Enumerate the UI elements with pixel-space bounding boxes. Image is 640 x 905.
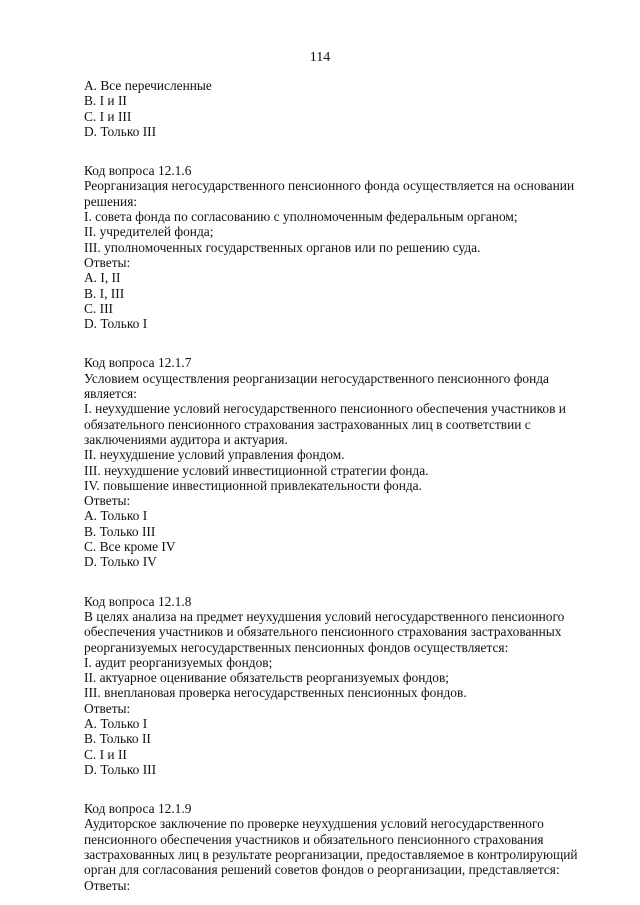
answer-option-c: C. I и III [84,108,132,124]
question-text-line: Условием осуществления реорганизации негосударственного пенсионного фонда [84,370,549,386]
statement-iii: III. уполномоченных государственных органов или по решению суда. [84,239,481,255]
question-text-line: пенсионного обеспечения участников и обязательного пенсионного страхования [84,831,544,847]
statement-iv: IV. повышение инвестиционной привлекательности фонда. [84,477,422,493]
statement-i-continued: обязательного пенсионного страхования застрахованных лиц в соответствии с [84,416,531,432]
statement-i: I. аудит реорганизуемых фондов; [84,654,273,670]
answer-option-b: B. I и II [84,93,127,109]
question-12-1-9 [84,801,584,893]
question-text-line: Реорганизация негосударственного пенсионного фонда осуществляется на основании [84,178,575,194]
page-number: 114 [309,50,331,65]
question-text-line: В целях анализа на предмет неухудшения условий негосударственного пенсионного [84,608,565,624]
block-spacer [84,570,584,594]
answer-option-c: C. III [84,300,114,316]
answer-option-d: D. Только III [84,761,157,777]
answers-label: Ответы: [84,700,131,716]
answer-option-d: D. Только III [84,123,157,139]
question-text-line: Аудиторское заключение по проверке неухудшения условий негосударственного [84,816,544,832]
block-spacer [84,331,584,355]
question-text-line: решения: [84,193,138,209]
answer-option-a: A. Только I [84,508,148,524]
question-text-line: обеспечения участников и обязательного пенсионного страхования застрахованных [84,624,562,640]
statement-i-continued: заключениями аудитора и актуария. [84,431,288,447]
answer-option-d: D. Только IV [84,554,157,570]
document-body [84,78,584,893]
answer-option-b: B. Только III [84,523,156,539]
statement-i: I. неухудшение условий негосударственного пенсионного обеспечения участников и [84,401,566,417]
question-text-line: застрахованных лиц в результате реорганизации, предоставляемое в контролирующий [84,847,578,863]
question-12-1-6 [84,163,584,331]
answer-option-a: A. I, II [84,270,121,286]
answer-option-a: A. Только I [84,715,148,731]
answer-option-b: B. Только II [84,731,151,747]
question-code: Код вопроса 12.1.6 [84,163,192,179]
statement-ii: II. актуарное оценивание обязательств реорганизуемых фондов; [84,670,450,686]
question-12-1-7 [84,355,584,569]
statement-ii: II. учредителей фонда; [84,224,214,240]
answer-option-a: A. Все перечисленные [84,78,212,93]
statement-ii: II. неухудшение условий управления фондом. [84,447,345,463]
answer-option-c: C. I и II [84,746,127,762]
statement-iii: III. неухудшение условий инвестиционной стратегии фонда. [84,462,429,478]
answer-option-d: D. Только I [84,316,148,332]
question-code: Код вопроса 12.1.9 [84,801,192,817]
question-text-line: является: [84,386,137,402]
question-code: Код вопроса 12.1.7 [84,355,192,371]
block-spacer [84,139,584,163]
answers-label: Ответы: [84,877,131,893]
answer-option-b: B. I, III [84,285,125,301]
question-12-1-8 [84,594,584,778]
question-code: Код вопроса 12.1.8 [84,593,192,609]
block-spacer [84,777,584,801]
answers-label: Ответы: [84,493,131,509]
answers-block-previous [84,78,584,139]
answer-option-c: C. Все кроме IV [84,539,176,555]
answers-label: Ответы: [84,254,131,270]
statement-i: I. совета фонда по согласованию с уполномоченным федеральным органом; [84,209,518,225]
statement-iii: III. внеплановая проверка негосударственных пенсионных фондов. [84,685,467,701]
question-text-line: орган для согласования решений советов фондов о реорганизации, представляется: [84,862,560,878]
question-text-line: реорганизуемых негосударственных пенсионных фондов осуществляется: [84,639,509,655]
